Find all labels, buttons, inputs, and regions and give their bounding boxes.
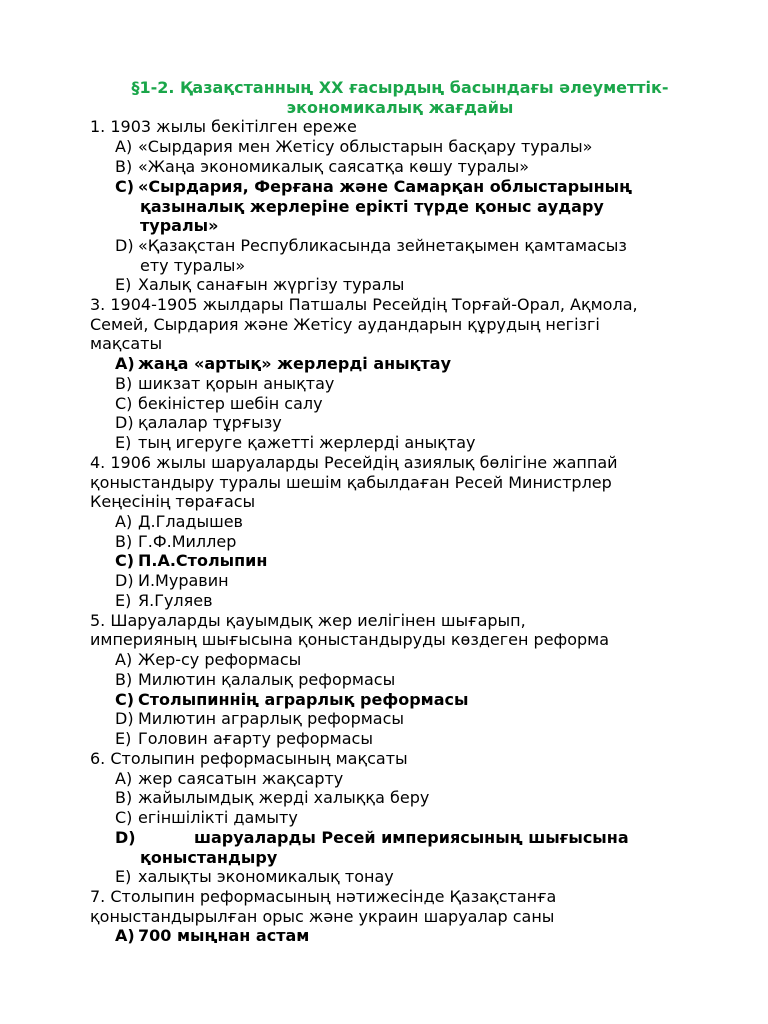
question-5-line-2: империяның шығысына қоныстандыруды көздеген реформа <box>90 630 610 649</box>
option-text: 700 мыңнан астам <box>138 926 310 945</box>
q4-option-a <box>115 512 243 532</box>
option-text: Милютин қалалық реформасы <box>138 670 396 689</box>
question-6: 6. Столыпин реформасының мақсаты <box>90 749 408 768</box>
q1-option-a <box>115 137 592 157</box>
question-7-line-1: 7. Столыпин реформасының нәтижесінде Қазақстанға <box>90 887 557 906</box>
q1-option-b <box>115 157 529 177</box>
option-text: Я.Гуляев <box>138 591 213 610</box>
q1-option-c-correct <box>115 177 632 197</box>
option-text: тың игеруге қажетті жерлерді анықтау <box>138 433 476 452</box>
option-label: E) <box>115 729 132 748</box>
q3-option-b <box>115 374 334 394</box>
question-3-line-1: 3. 1904-1905 жылдары Патшалы Ресейдің Торғай-Орал, Ақмола, <box>90 295 638 314</box>
option-label: B) <box>115 532 133 551</box>
option-label: E) <box>115 275 132 294</box>
q4-option-c-correct <box>115 551 267 571</box>
option-text: шикзат қорын анықтау <box>138 374 335 393</box>
option-label: B) <box>115 157 133 176</box>
q1-option-d <box>115 236 627 256</box>
option-label: B) <box>115 374 133 393</box>
q5-option-d <box>115 709 404 729</box>
q6-option-d-correct <box>115 828 629 848</box>
option-label: A) <box>115 650 133 669</box>
option-label: D) <box>115 236 134 255</box>
option-text: егіншілікті дамыту <box>138 808 298 827</box>
q4-option-b <box>115 532 236 552</box>
q1-option-c-continuation: қазыналық жерлеріне ерікті түрде қоныс аудару <box>140 197 604 216</box>
question-4-line-1: 4. 1906 жылы шаруаларды Ресейдің азиялық бөлігіне жаппай <box>90 453 618 472</box>
question-4-line-2: қоныстандыру туралы шешім қабылдаған Ресей Министрлер <box>90 473 612 492</box>
q1-option-e <box>115 275 404 295</box>
option-label: D) <box>115 413 134 432</box>
option-label: A) <box>115 512 133 531</box>
option-text: Головин ағарту реформасы <box>138 729 373 748</box>
option-label: A) <box>115 137 133 156</box>
q6-option-b <box>115 788 429 808</box>
q6-option-a <box>115 769 343 789</box>
option-label: C) <box>115 394 133 413</box>
q3-option-e <box>115 433 476 453</box>
q6-option-e <box>115 867 394 887</box>
option-label: B) <box>115 788 133 807</box>
q3-option-a-correct <box>115 354 451 374</box>
section-title-line-2: экономикалық жағдайы <box>286 98 514 117</box>
option-text: халықты экономикалық тонау <box>138 867 394 886</box>
option-label: A) <box>115 354 135 373</box>
option-label: B) <box>115 670 133 689</box>
option-text: бекіністер шебін салу <box>138 394 323 413</box>
option-text: Халық санағын жүргізу туралы <box>138 275 405 294</box>
option-text: «Сырдария мен Жетісу облыстарын басқару туралы» <box>138 137 593 156</box>
option-text: Милютин аграрлық реформасы <box>138 709 405 728</box>
q3-option-c <box>115 394 323 414</box>
option-text: қалалар тұрғызу <box>138 413 282 432</box>
question-7-line-2: қоныстандырылған орыс және украин шаруалар саны <box>90 907 555 926</box>
option-label: C) <box>115 177 135 196</box>
option-label: A) <box>115 769 133 788</box>
q4-option-e <box>115 591 213 611</box>
option-text: «Қазақстан Республикасында зейнетақымен қамтамасыз <box>138 236 627 255</box>
q6-option-c <box>115 808 298 828</box>
question-3-line-3: мақсаты <box>90 334 163 353</box>
question-4-line-3: Кеңесінің төрағасы <box>90 492 256 511</box>
question-3-line-2: Семей, Сырдария және Жетісу аудандарын құрудың негізгі <box>90 315 600 334</box>
option-label: C) <box>115 551 135 570</box>
option-text: шаруаларды Ресей империясының шығысына <box>194 828 629 847</box>
q5-option-e <box>115 729 373 749</box>
q1-option-c-continuation: туралы» <box>140 216 219 235</box>
option-label: E) <box>115 433 132 452</box>
q5-option-a <box>115 650 301 670</box>
q6-option-d-continuation: қоныстандыру <box>140 848 278 867</box>
option-text: Жер-су реформасы <box>138 650 302 669</box>
q5-option-c-correct <box>115 690 468 710</box>
q7-option-a-correct <box>115 926 309 946</box>
option-label: C) <box>115 690 135 709</box>
option-text: Д.Гладышев <box>138 512 243 531</box>
q3-option-d <box>115 413 282 433</box>
option-text: Столыпиннің аграрлық реформасы <box>138 690 469 709</box>
option-label: A) <box>115 926 135 945</box>
question-5-line-1: 5. Шаруаларды қауымдық жер иелігінен шығарып, <box>90 611 526 630</box>
option-label: E) <box>115 867 132 886</box>
option-text: жайылымдық жерді халыққа беру <box>138 788 430 807</box>
section-title-line-1: §1-2. Қазақстанның XX ғасырдың басындағы әлеуметтік- <box>131 78 669 97</box>
option-text: «Жаңа экономикалық саясатқа көшу туралы» <box>138 157 530 176</box>
option-text: П.А.Столыпин <box>138 551 268 570</box>
option-label: C) <box>115 808 133 827</box>
option-label: E) <box>115 591 132 610</box>
option-text: И.Муравин <box>138 571 229 590</box>
option-text: жер саясатын жақсарту <box>138 769 344 788</box>
q4-option-d <box>115 571 229 591</box>
question-1: 1. 1903 жылы бекітілген ереже <box>90 117 357 136</box>
option-text: «Сырдария, Ферғана және Самарқан облыстарының <box>138 177 633 196</box>
option-text: Г.Ф.Миллер <box>138 532 237 551</box>
q1-option-d-continuation: ету туралы» <box>140 256 246 275</box>
option-label: D) <box>115 709 134 728</box>
option-text: жаңа «артық» жерлерді анықтау <box>138 354 452 373</box>
q5-option-b <box>115 670 395 690</box>
option-label: D) <box>115 828 136 847</box>
option-label: D) <box>115 571 134 590</box>
